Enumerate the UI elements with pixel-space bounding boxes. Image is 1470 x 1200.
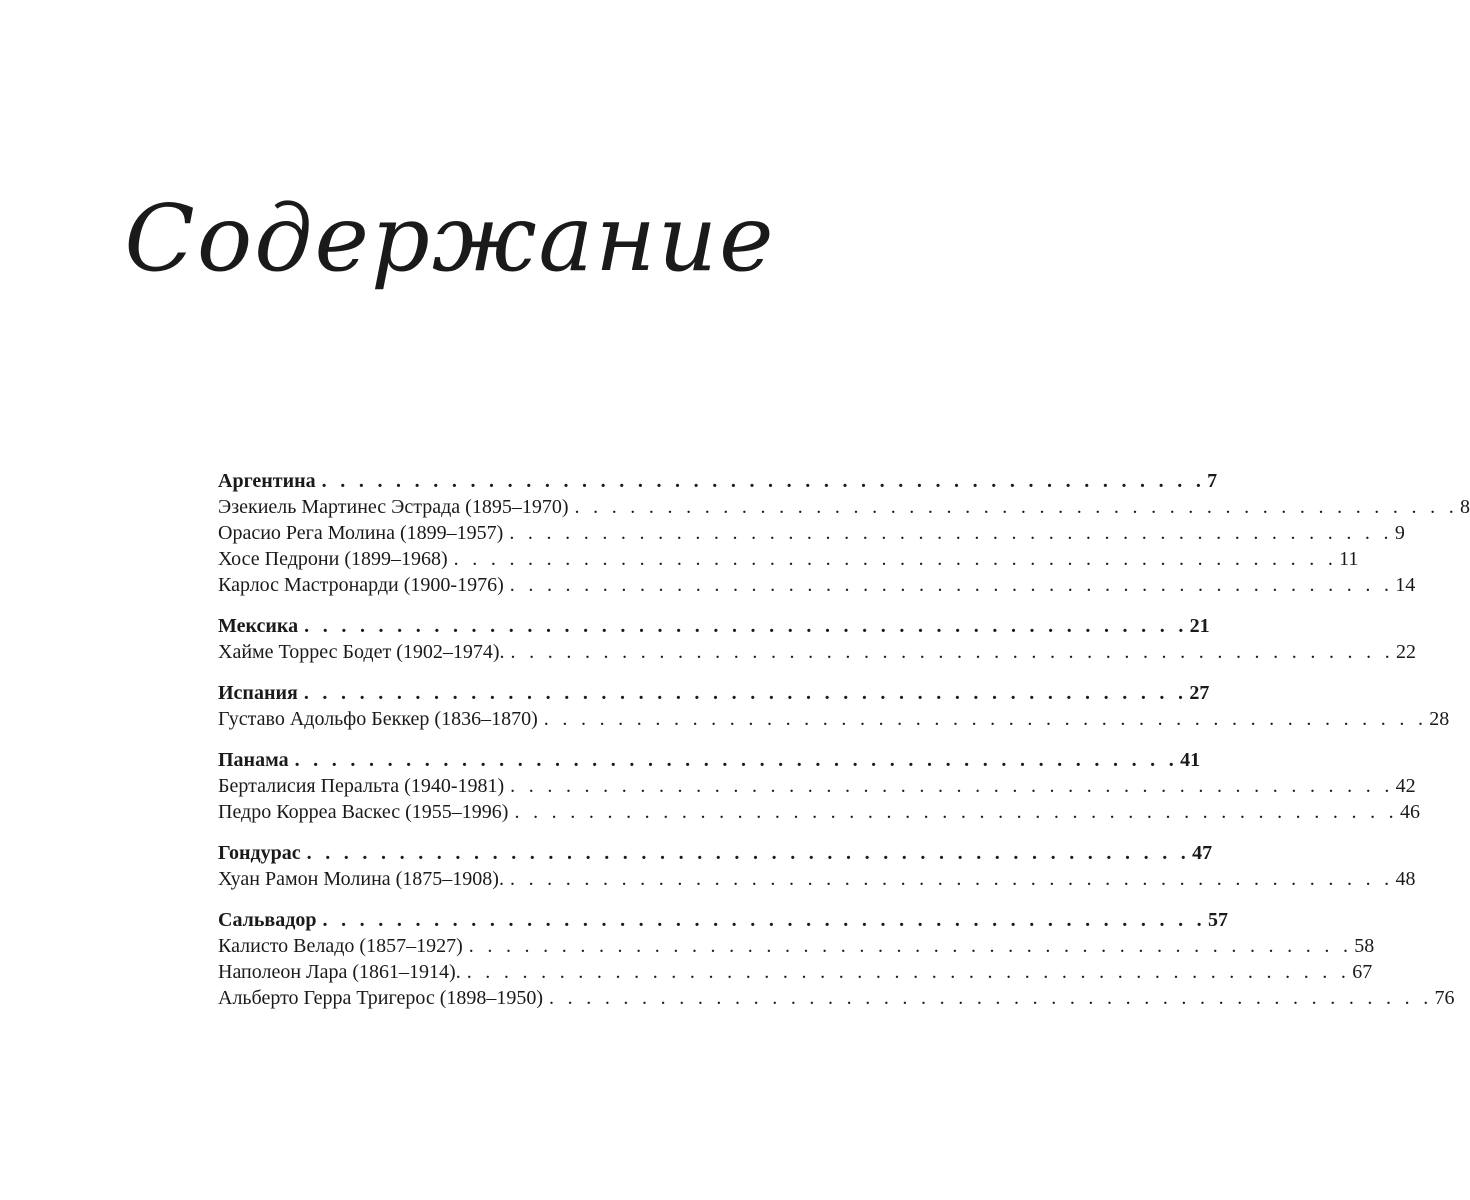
toc-country-row[interactable]	[218, 747, 1201, 773]
toc-section	[218, 747, 1420, 825]
toc-country-row[interactable]	[218, 468, 1218, 494]
dot-leader	[575, 494, 1459, 520]
toc-entry-row[interactable]	[218, 985, 1455, 1011]
title-text: Содержание	[124, 185, 776, 292]
toc-entry-row[interactable]	[218, 799, 1420, 825]
toc-entry-label: Хуан Рамон Молина (1875–1908).	[218, 868, 504, 890]
toc-page-number: 42	[1395, 775, 1416, 797]
toc-page-number: 8	[1460, 496, 1470, 518]
dot-leader	[510, 866, 1394, 892]
toc-page-number: 47	[1192, 842, 1213, 864]
toc-entry-row[interactable]	[218, 639, 1417, 665]
dot-leader	[307, 840, 1191, 866]
dot-leader	[511, 639, 1395, 665]
toc-country-label: Панама	[218, 749, 289, 771]
toc-entry-row[interactable]	[218, 773, 1416, 799]
dot-leader	[469, 933, 1353, 959]
dot-leader	[454, 546, 1338, 572]
toc-page-number: 11	[1339, 548, 1359, 570]
toc-country-label: Гондурас	[218, 842, 301, 864]
toc-section	[218, 907, 1455, 1011]
title-calligraphy	[124, 150, 776, 350]
toc-entry-label: Орасио Рега Молина (1899–1957)	[218, 522, 504, 544]
toc-page-number: 28	[1429, 708, 1450, 730]
toc-page-number: 21	[1189, 615, 1210, 637]
toc-page-number: 9	[1394, 522, 1405, 544]
table-of-contents	[218, 468, 1470, 1026]
page-title	[0, 150, 900, 350]
dot-leader	[322, 907, 1206, 933]
toc-entry-label: Карлос Мастронарди (1900-1976)	[218, 574, 504, 596]
toc-page-number: 48	[1395, 868, 1416, 890]
toc-entry-row[interactable]	[218, 706, 1450, 732]
dot-leader	[510, 572, 1394, 598]
toc-entry-row[interactable]	[218, 546, 1359, 572]
dot-leader	[304, 680, 1188, 706]
toc-entry-label: Хайме Торрес Бодет (1902–1974).	[218, 641, 505, 663]
dot-leader	[544, 706, 1428, 732]
toc-page-number: 7	[1207, 470, 1218, 492]
toc-country-label: Аргентина	[218, 470, 316, 492]
toc-page-number: 27	[1189, 682, 1210, 704]
dot-leader	[322, 468, 1206, 494]
toc-entry-row[interactable]	[218, 520, 1405, 546]
toc-page-number: 76	[1434, 987, 1455, 1009]
dot-leader	[549, 985, 1433, 1011]
toc-entry-label: Наполеон Лара (1861–1914).	[218, 961, 461, 983]
toc-section	[218, 468, 1470, 598]
toc-page-number: 57	[1207, 909, 1228, 931]
toc-entry-label: Альберто Герра Тригерос (1898–1950)	[218, 987, 544, 1009]
toc-country-label: Испания	[218, 682, 298, 704]
dot-leader	[467, 959, 1351, 985]
toc-entry-row[interactable]	[218, 866, 1416, 892]
dot-leader	[510, 773, 1394, 799]
toc-page-number: 67	[1352, 961, 1373, 983]
toc-country-row[interactable]	[218, 680, 1210, 706]
toc-entry-label: Берталисия Перальта (1940-1981)	[218, 775, 505, 797]
toc-entry-label: Калисто Веладо (1857–1927)	[218, 935, 463, 957]
toc-entry-label: Густаво Адольфо Беккер (1836–1870)	[218, 708, 538, 730]
dot-leader	[304, 613, 1188, 639]
toc-entry-row[interactable]	[218, 572, 1416, 598]
toc-entry-label: Эзекиель Мартинес Эстрада (1895–1970)	[218, 496, 569, 518]
dot-leader	[509, 520, 1393, 546]
dot-leader	[514, 799, 1398, 825]
toc-section	[218, 613, 1417, 665]
toc-entry-label: Хосе Педрони (1899–1968)	[218, 548, 448, 570]
toc-country-row[interactable]	[218, 907, 1228, 933]
toc-section	[218, 840, 1416, 892]
toc-entry-label: Педро Корреа Васкес (1955–1996)	[218, 801, 509, 823]
toc-page-number: 41	[1180, 749, 1201, 771]
toc-page-number: 14	[1395, 574, 1416, 596]
toc-country-label: Мексика	[218, 615, 299, 637]
toc-country-row[interactable]	[218, 840, 1213, 866]
toc-country-row[interactable]	[218, 613, 1210, 639]
toc-page-number: 46	[1399, 801, 1420, 823]
dot-leader	[295, 747, 1179, 773]
toc-entry-row[interactable]	[218, 933, 1375, 959]
toc-page-number: 58	[1354, 935, 1375, 957]
toc-page-number: 22	[1396, 641, 1417, 663]
toc-entry-row[interactable]	[218, 494, 1470, 520]
toc-country-label: Сальвадор	[218, 909, 317, 931]
toc-section	[218, 680, 1450, 732]
toc-entry-row[interactable]	[218, 959, 1373, 985]
